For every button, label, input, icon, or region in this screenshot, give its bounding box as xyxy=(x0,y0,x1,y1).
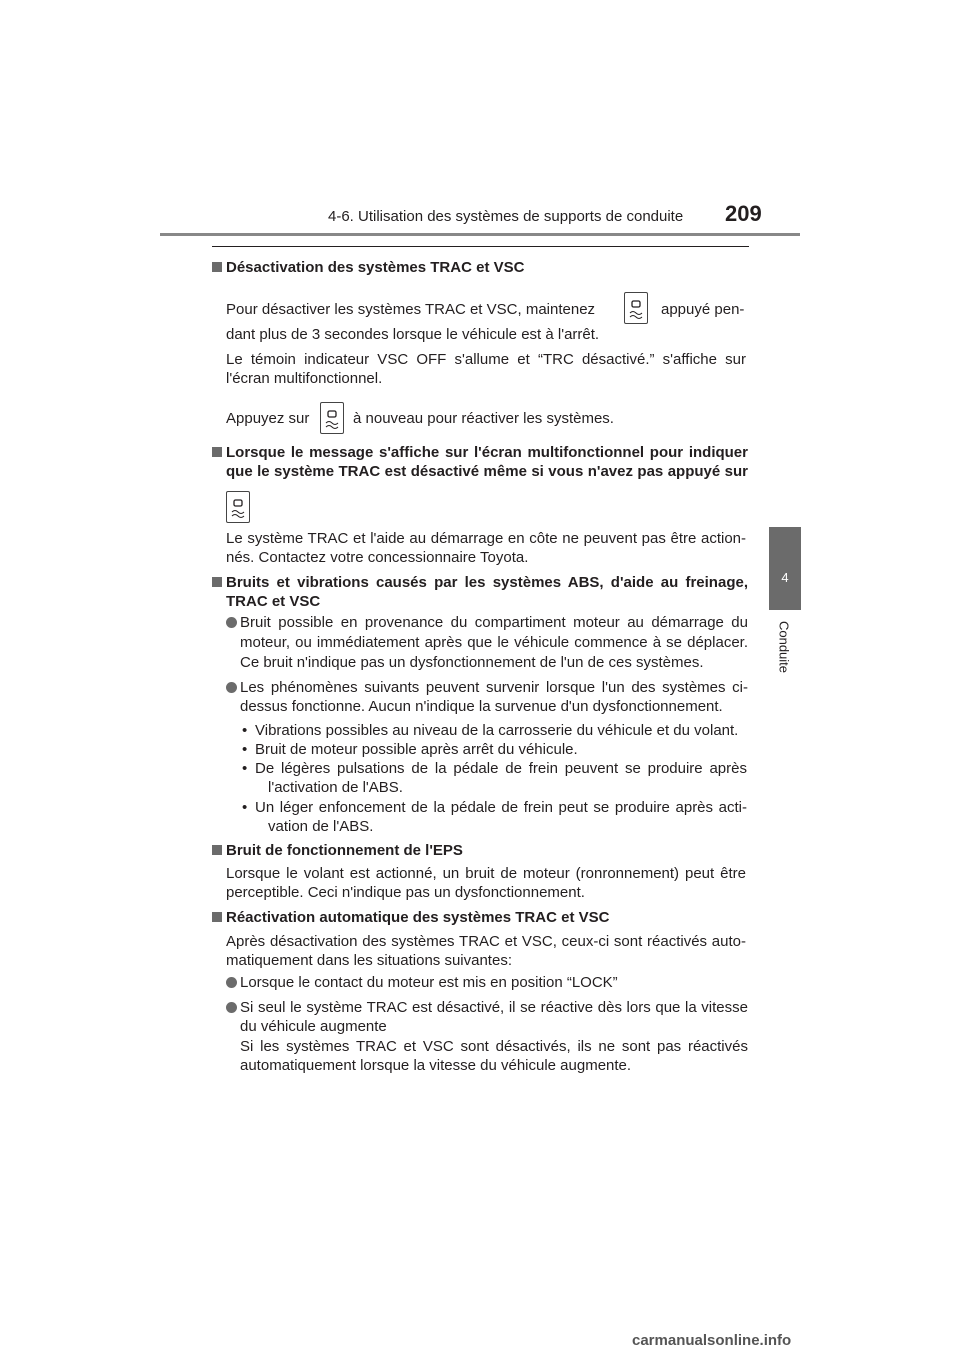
square-bullet-icon xyxy=(212,912,222,922)
chapter-tab-label: Conduite xyxy=(776,620,792,674)
square-bullet-icon xyxy=(212,262,222,272)
paragraph-text: Le témoin indicateur VSC OFF s'allume et “TRC désactivé.” s'affiche sur xyxy=(226,351,746,368)
section-heading: Bruits et vibrations causés par les systèmes ABS, d'aide au freinage, xyxy=(226,574,748,591)
paragraph-text: Appuyez sur xyxy=(226,410,310,427)
list-item-text: Les phénomènes suivants peuvent survenir lorsque l'un des systèmes ci- xyxy=(240,679,748,696)
sub-bullet-marker: • xyxy=(242,722,248,739)
sub-bullet-marker: • xyxy=(242,799,248,816)
chapter-title: 4-6. Utilisation des systèmes de supports de conduite xyxy=(328,208,684,225)
paragraph-text: Lorsque le volant est actionné, un bruit de moteur (ronronnement) peut être xyxy=(226,865,746,882)
paragraph-text: Après désactivation des systèmes TRAC et VSC, ceux-ci sont réactivés auto- xyxy=(226,933,746,950)
vsc-off-button-icon xyxy=(320,402,344,434)
paragraph-text: Le système TRAC et l'aide au démarrage en côte ne peuvent pas être action- xyxy=(226,530,746,547)
paragraph-text: appuyé pen- xyxy=(661,301,745,318)
paragraph-text: Pour désactiver les systèmes TRAC et VSC, maintenez xyxy=(226,301,596,318)
section-divider xyxy=(212,246,749,247)
page-number: 209 xyxy=(725,201,762,226)
sub-list-item-text: Bruit de moteur possible après arrêt du véhicule. xyxy=(255,741,578,758)
section-heading: Désactivation des systèmes TRAC et VSC xyxy=(226,259,525,276)
list-item-text: automatiquement lorsque la vitesse du véhicule augmente. xyxy=(240,1057,632,1074)
round-bullet-icon xyxy=(226,977,237,988)
section-heading: Lorsque le message s'affiche sur l'écran multifonctionnel pour indiquer xyxy=(226,444,748,461)
round-bullet-icon xyxy=(226,1002,237,1013)
watermark-link[interactable]: carmanualsonline.info xyxy=(632,1332,792,1349)
section-heading: Réactivation automatique des systèmes TRAC et VSC xyxy=(226,909,610,926)
sub-list-item-text: vation de l'ABS. xyxy=(268,818,374,835)
sub-list-item-text: l'activation de l'ABS. xyxy=(268,779,403,796)
list-item-text: du véhicule augmente xyxy=(240,1018,387,1035)
square-bullet-icon xyxy=(212,845,222,855)
square-bullet-icon xyxy=(212,577,222,587)
list-item-text: Ce bruit n'indique pas un dysfonctionnement de l'un de ces systèmes. xyxy=(240,654,704,671)
section-heading: Bruit de fonctionnement de l'EPS xyxy=(226,842,463,859)
square-bullet-icon xyxy=(212,447,222,457)
list-item-text: moteur, ou immédiatement après que le véhicule commence à se déplacer. xyxy=(240,634,748,651)
chapter-tab-number: 4 xyxy=(781,570,789,585)
paragraph-text: l'écran multifonctionnel. xyxy=(226,370,383,387)
list-item-text: Si les systèmes TRAC et VSC sont désactivés, ils ne sont pas réactivés xyxy=(240,1038,748,1055)
round-bullet-icon xyxy=(226,617,237,628)
section-heading: que le système TRAC est désactivé même si vous n'avez pas appuyé sur xyxy=(226,463,748,480)
list-item-text: Lorsque le contact du moteur est mis en position “LOCK” xyxy=(240,974,618,991)
section-heading: TRAC et VSC xyxy=(226,593,321,610)
paragraph-text: matiquement dans les situations suivantes: xyxy=(226,952,512,969)
list-item-text: Si seul le système TRAC est désactivé, il se réactive dès lors que la vitesse xyxy=(240,999,748,1016)
sub-list-item-text: Un léger enfoncement de la pédale de frein peut se produire après acti- xyxy=(255,799,747,816)
round-bullet-icon xyxy=(226,682,237,693)
chapter-tab[interactable] xyxy=(769,527,801,610)
header-divider xyxy=(160,233,800,236)
paragraph-text: nés. Contactez votre concessionnaire Toyota. xyxy=(226,549,529,566)
vsc-off-button-icon xyxy=(226,491,250,523)
paragraph-text: dant plus de 3 secondes lorsque le véhicule est à l'arrêt. xyxy=(226,326,600,343)
list-item-text: Bruit possible en provenance du compartiment moteur au démarrage du xyxy=(240,614,748,631)
sub-list-item-text: Vibrations possibles au niveau de la carrosserie du véhicule et du volant. xyxy=(255,722,739,739)
list-item-text: dessus fonctionne. Aucun n'indique la survenue d'un dysfonctionnement. xyxy=(240,698,723,715)
sub-bullet-marker: • xyxy=(242,760,248,777)
sub-list-item-text: De légères pulsations de la pédale de frein peuvent se produire après xyxy=(255,760,747,777)
paragraph-text: à nouveau pour réactiver les systèmes. xyxy=(353,410,614,427)
vsc-off-button-icon xyxy=(624,292,648,324)
sub-bullet-marker: • xyxy=(242,741,248,758)
paragraph-text: perceptible. Ceci n'indique pas un dysfonctionnement. xyxy=(226,884,585,901)
